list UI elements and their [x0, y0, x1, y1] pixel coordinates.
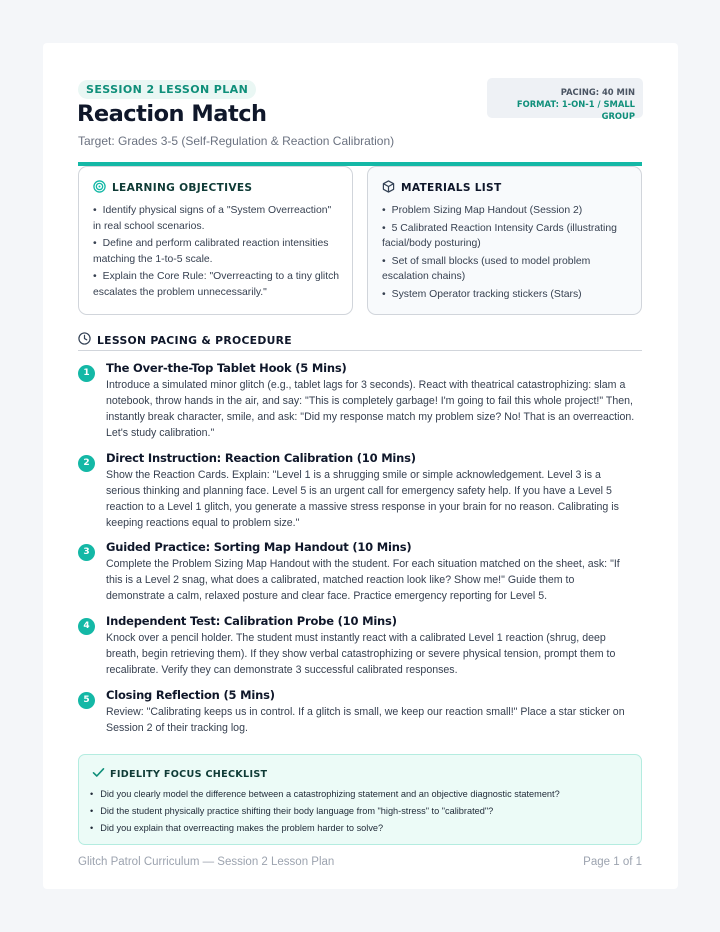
step-number: 2	[78, 455, 95, 472]
list-item: • Did the student physically practice shifting their body language from "high-stress" to "calibrated"?	[90, 803, 560, 820]
list-item: • Did you clearly model the difference between a catastrophizing statement and an objective diagnostic statement?	[90, 786, 560, 803]
step-body: Knock over a pencil holder. The student must instantly react with a calibrated Level 1 reaction (shrug, deep breath, begin retrieving them). If they show verbal catastrophizing or severe physical tension, prompt them to recalibrate. Verify they can demonstrate 3 successful calibrated responses.	[106, 632, 616, 676]
footer-page-number: Page 1 of 1	[583, 856, 642, 868]
list-item: • Set of small blocks (used to model problem escalation chains)	[382, 254, 631, 285]
step-title: Direct Instruction: Reaction Calibration (10 Mins)	[106, 451, 416, 465]
checklist-items	[90, 786, 560, 837]
list-item: • Identify physical signs of a "System Overreaction" in real school scenarios.	[93, 203, 342, 234]
list-item: • System Operator tracking stickers (Stars)	[382, 287, 631, 303]
list-item: • Explain the Core Rule: "Overreacting to a tiny glitch escalates the problem unnecessarily."	[93, 269, 342, 300]
step-number: 4	[78, 618, 95, 635]
step-body: Show the Reaction Cards. Explain: "Level 1 is a shrugging smile or simple acknowledgement. Level 3 is a serious thinking and planning face. Level 5 is an urgent call for emergency safety help. If you have a Level 5 reaction to a Level 1 glitch, you generate a massive stress response in your brain for no reason. Calibrating is keeping reactions equal to problem size."	[106, 469, 619, 529]
step-body: Review: "Calibrating keeps us in control. If a glitch is small, we keep our reaction small!" Place a star sticker on Session 2 of their tracking log.	[106, 706, 625, 734]
step-title: Closing Reflection (5 Mins)	[106, 688, 275, 702]
list-item: • 5 Calibrated Reaction Intensity Cards (illustrating facial/body posturing)	[382, 221, 631, 252]
step-title: The Over-the-Top Tablet Hook (5 Mins)	[106, 361, 347, 375]
target-text: Target: Grades 3-5 (Self-Regulation & Reaction Calibration)	[78, 134, 395, 148]
objectives-list	[93, 203, 342, 302]
step-number: 5	[78, 692, 95, 709]
list-item: • Problem Sizing Map Handout (Session 2)	[382, 203, 631, 219]
materials-list	[382, 203, 631, 304]
session-badge: SESSION 2 LESSON PLAN	[78, 80, 256, 99]
checklist-heading-label: FIDELITY FOCUS CHECKLIST	[110, 768, 268, 780]
clock-icon	[78, 332, 91, 348]
step-title: Guided Practice: Sorting Map Handout (10 Mins)	[106, 540, 412, 554]
list-item: • Define and perform calibrated reaction intensities matching the 1-to-5 scale.	[93, 236, 342, 267]
page-title: Reaction Match	[77, 101, 267, 127]
footer-title: Glitch Patrol Curriculum — Session 2 Lesson Plan	[78, 856, 335, 868]
objectives-heading-label: LEARNING OBJECTIVES	[112, 182, 253, 194]
list-item: • Did you explain that overreacting makes the problem harder to solve?	[90, 820, 560, 837]
checkmark-icon	[92, 767, 105, 781]
procedure-heading	[78, 332, 292, 348]
fidelity-checklist	[78, 754, 642, 845]
step-number: 3	[78, 544, 95, 561]
cube-icon	[382, 180, 395, 196]
materials-heading	[382, 180, 502, 196]
pacing-box	[487, 78, 643, 121]
procedure-divider	[78, 350, 642, 351]
step-body: Complete the Problem Sizing Map Handout with the student. For each situation matched on the sheet, ask: "If this is a Level 2 snag, what does a calibrated, matched reaction look like? Show me!" Guide them to demonstrate a calm, relaxed posture and clear face. Practice emergency reporting for Level 5.	[106, 558, 620, 602]
pacing-text: PACING: 40 MIN	[560, 87, 635, 97]
step-body: Introduce a simulated minor glitch (e.g., tablet lags for 3 seconds). React with theatrical catastrophizing: slam a notebook, throw hands in the air, and say: "This is completely garbage! I'm going to fail this whole project!" Then, instantly break character, smile, and ask: "Did my response match my problem size? No! That is an overreaction. Let's study calibration."	[106, 379, 635, 439]
objectives-heading	[93, 180, 252, 196]
procedure-heading-label: LESSON PACING & PROCEDURE	[97, 333, 292, 347]
step-number: 1	[78, 365, 95, 382]
format-text: FORMAT: 1-ON-1 / SMALL GROUP	[516, 99, 635, 121]
step-title: Independent Test: Calibration Probe (10 Mins)	[106, 614, 397, 628]
objectives-card	[78, 166, 353, 315]
checklist-heading	[92, 767, 267, 781]
materials-card	[367, 166, 642, 315]
target-icon	[93, 180, 106, 196]
materials-heading-label: MATERIALS LIST	[401, 182, 502, 194]
